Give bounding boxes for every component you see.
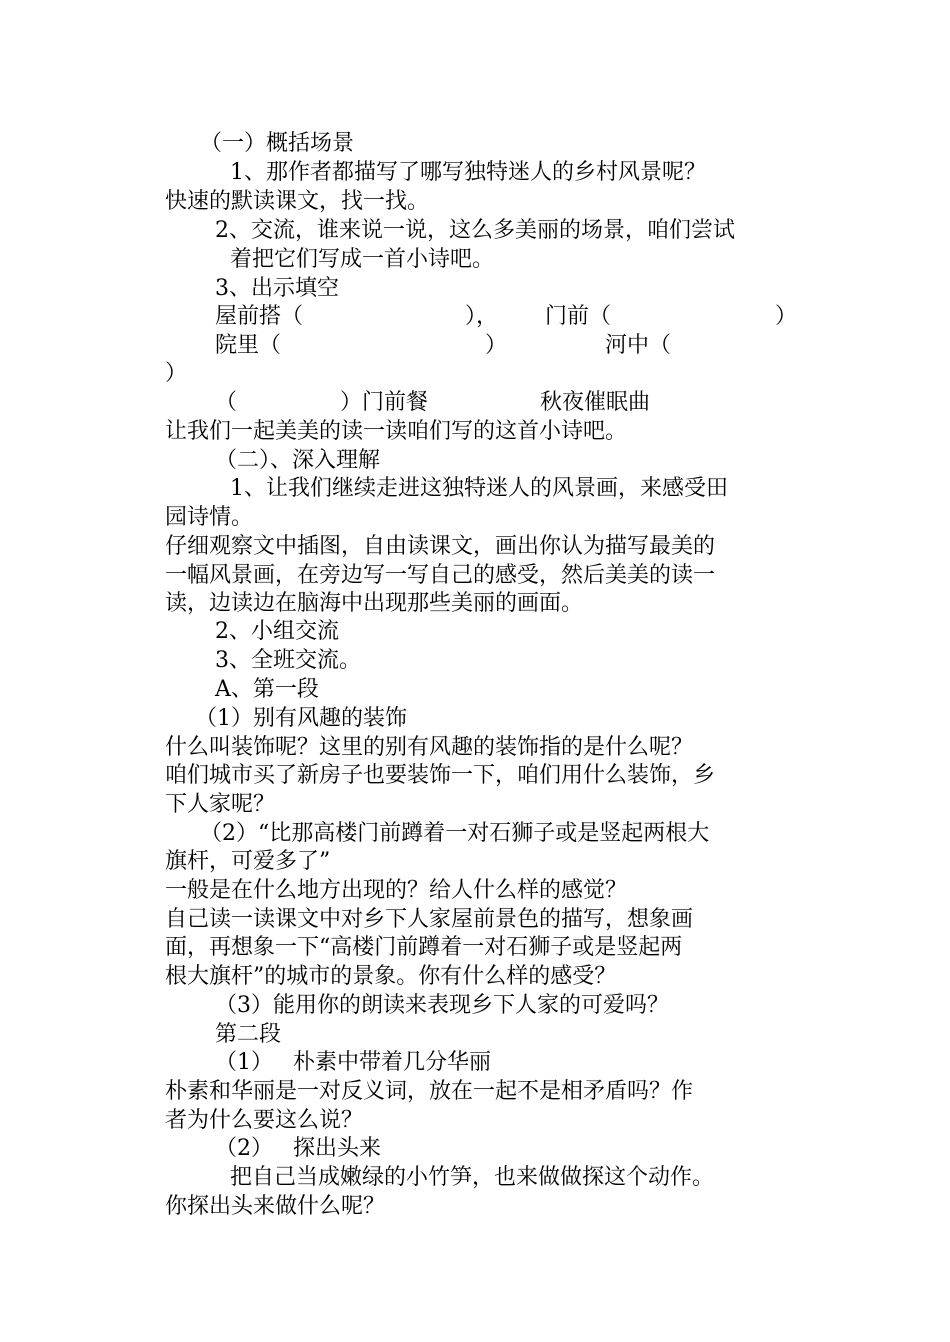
paragraph-line: 快速的默读课文，找一找。: [165, 189, 430, 214]
fill-blank-close: ），: [465, 304, 499, 329]
subsection-heading: 第二段: [215, 1022, 282, 1047]
fill-blank-open: （: [215, 390, 238, 415]
paragraph-line: 咱们城市买了新房子也要装饰一下，咱们用什么装饰，乡: [165, 763, 716, 788]
fill-blank-qiuye: 秋夜催眠曲: [540, 390, 651, 415]
paragraph-line: 1、让我们继续走进这独特迷人的风景画，来感受田: [230, 476, 728, 501]
paragraph-line: 旗杆，可爱多了”: [165, 849, 331, 874]
fill-blank-close: ）: [485, 333, 508, 358]
paragraph-line: 让我们一起美美的读一读咱们写的这首小诗吧。: [165, 419, 628, 444]
list-number: （1）: [215, 1050, 273, 1075]
paragraph-line: 着把它们写成一首小诗吧。: [230, 247, 495, 272]
paragraph-line: （1）别有风趣的装饰: [195, 706, 407, 731]
paragraph-line: 你探出头来做什么呢？: [165, 1194, 386, 1219]
paragraph-line: （3）能用你的朗读来表现乡下人家的可爱吗？: [215, 993, 669, 1018]
paragraph-line: 一般是在什么地方出现的？给人什么样的感觉？: [165, 878, 628, 903]
paragraph-line: 自己读一读课文中对乡下人家屋前景色的描写，想象画: [165, 907, 694, 932]
fill-blank-close: ）: [165, 361, 188, 386]
paragraph-line: 面，再想象一下“高楼门前蹲着一对石狮子或是竖起两: [165, 935, 683, 960]
paragraph-line: 1、那作者都描写了哪写独特迷人的乡村风景呢？: [230, 160, 706, 185]
paragraph-line: 把自己当成嫩绿的小竹笋，也来做做探这个动作。: [230, 1165, 715, 1190]
paragraph-line: （2）“比那高楼门前蹲着一对石狮子或是竖起两根大: [200, 821, 710, 846]
paragraph-line: 2、小组交流: [215, 619, 339, 644]
paragraph-line: 探出头来: [293, 1136, 382, 1161]
fill-blank-yuanli: 院里（: [215, 333, 282, 358]
list-number: （2）: [215, 1136, 273, 1161]
paragraph-line: 朴素和华丽是一对反义词，放在一起不是相矛盾吗？作: [165, 1079, 694, 1104]
subsection-heading: A、第一段: [215, 677, 319, 702]
paragraph-line: 3、出示填空: [215, 276, 339, 301]
fill-blank-menqian: 门前（: [545, 304, 612, 329]
paragraph-line: 者为什么要这么说？: [165, 1108, 364, 1133]
fill-blank-hezhong: 河中（: [605, 333, 672, 358]
fill-blank-close: ）: [775, 304, 798, 329]
fill-blank-wuqian: 屋前搭（: [215, 304, 304, 329]
paragraph-line: 园诗情。: [165, 505, 254, 530]
paragraph-line: 3、全班交流。: [215, 648, 361, 673]
paragraph-line: 2、交流，谁来说一说，这么多美丽的场景，咱们尝试: [215, 218, 735, 243]
paragraph-line: 读，边读边在脑海中出现那些美丽的画面。: [165, 591, 584, 616]
paragraph-line: 朴素中带着几分华丽: [293, 1050, 492, 1075]
paragraph-line: 一幅风景画，在旁边写一写自己的感受，然后美美的读一: [165, 563, 716, 588]
section-heading-2: （二）、深入理解: [215, 448, 381, 473]
paragraph-line: 下人家呢？: [165, 792, 276, 817]
fill-blank-menqiancan: ）门前餐: [340, 390, 429, 415]
paragraph-line: 仔细观察文中插图，自由读课文，画出你认为描写最美的: [165, 534, 716, 559]
paragraph-line: 什么叫装饰呢？这里的别有风趣的装饰指的是什么呢？: [165, 735, 694, 760]
section-heading-1: （一）概括场景: [200, 131, 355, 156]
paragraph-line: 根大旗杆”的城市的景象。你有什么样的感受？: [165, 964, 617, 989]
